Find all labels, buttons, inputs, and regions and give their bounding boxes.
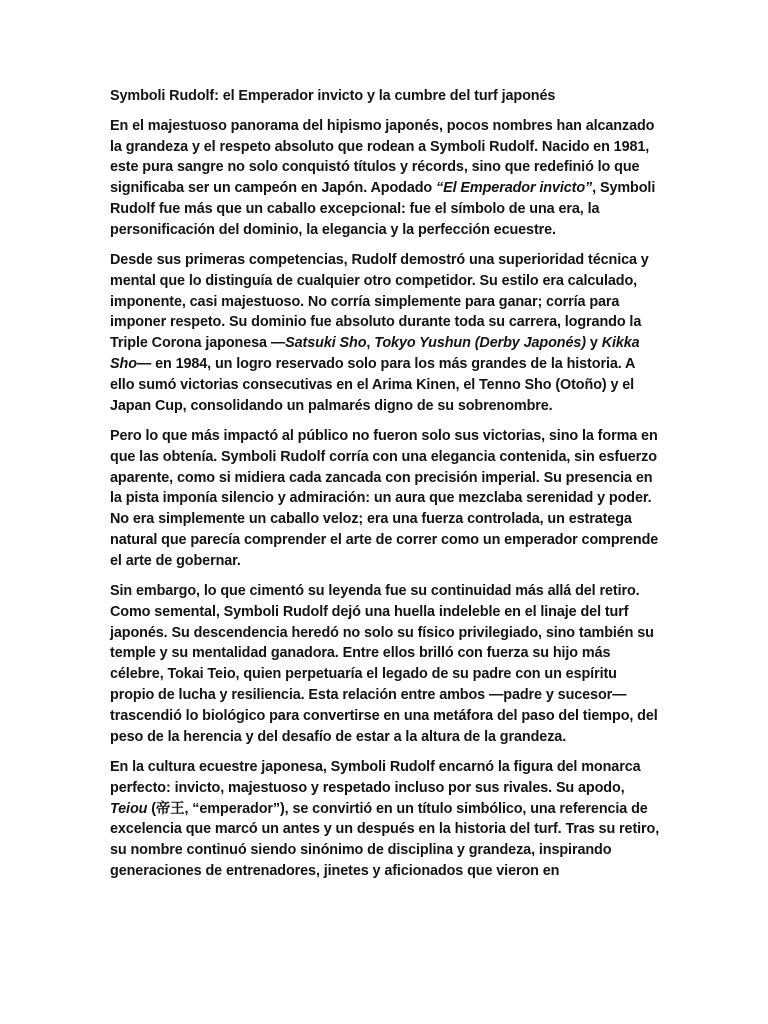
text-run: — en 1984, un logro reservado solo para los más grandes de la historia. A ello sumó victorias consecutivas en el Arima Kinen, el Tenno Sho (Otoño) y el Japan Cup, consolidando un palmarés digno de su sobrenombre. — [110, 356, 635, 414]
body-paragraph — [110, 250, 662, 416]
text-run: Sin embargo, lo que cimentó su leyenda fue su continuidad más allá del retiro. Como semental, Symboli Rudolf dejó una huella indeleble en el linaje del turf japonés. Su descendencia heredó no solo su físico privilegiado, sino también su temple y su mentalidad ganadora. Entre ellos brilló con fuerza su hijo más célebre, Tokai Teio, quien perpetuaría el legado de su padre con un espíritu propio de lucha y resiliencia. Esta relación entre ambos —padre y sucesor— trascendió lo biológico para convertirse en una metáfora del paso del tiempo, del peso de la herencia y del desafío de estar a la altura de la grandeza. — [110, 583, 658, 745]
body-paragraph — [110, 116, 662, 241]
italic-run: “El Emperador invicto” — [436, 180, 593, 197]
italic-run: Teiou — [110, 800, 148, 817]
body-paragraph — [110, 426, 662, 572]
body-paragraph — [110, 581, 662, 747]
text-run: y — [585, 335, 602, 352]
text-run: En la cultura ecuestre japonesa, Symboli Rudolf encarnó la figura del monarca perfecto: invicto, majestuoso y respetado incluso por sus rivales. Su apodo, — [110, 758, 641, 796]
text-run: (帝王, “emperador”), se convirtió en un título simbólico, una referencia de excelencia que marcó un antes y un después en la historia del turf. Tras su retiro, su nombre continuó siendo sinónimo de disciplina y grandeza, inspirando generaciones de entrenadores, jinetes y aficionados que vieron en — [110, 800, 660, 879]
text-run: , Symboli Rudolf fue más que un caballo excepcional: fue el símbolo de una era, la personificación del dominio, la elegancia y la perfección ecuestre. — [110, 180, 656, 238]
italic-run: Tokyo Yushun (Derby Japonés) — [374, 335, 586, 352]
document-title: Symboli Rudolf: el Emperador invicto y la cumbre del turf japonés — [110, 88, 556, 104]
italic-run: Satsuki Sho — [285, 335, 367, 352]
text-run: Desde sus primeras competencias, Rudolf demostró una superioridad técnica y mental que lo distinguía de cualquier otro competidor. Su estilo era calculado, imponente, casi majestuoso. No corría simplemente para ganar; corría para imponer respeto. Su dominio fue absoluto durante toda su carrera, logrando la Triple Corona japonesa — — [110, 252, 649, 352]
body-paragraph — [110, 757, 662, 882]
text-run: En el majestuoso panorama del hipismo japonés, pocos nombres han alcanzado la grandeza y el respeto absoluto que rodean a Symboli Rudolf. Nacido en 1981, este pura sangre no solo conquistó títulos y récords, sino que redefinió lo que significaba ser un campeón en Japón. Apodado — [110, 117, 655, 197]
document-body — [110, 86, 662, 891]
paragraphs-container — [110, 116, 662, 882]
text-run: , — [366, 335, 375, 352]
text-run: Pero lo que más impactó al público no fueron solo sus victorias, sino la forma en que las obtenía. Symboli Rudolf corría con una elegancia contenida, sin esfuerzo aparente, como si midiera cada zancada con precisión imperial. Su presencia en la pista imponía silencio y admiración: un aura que mezclaba serenidad y poder. No era simplemente un caballo veloz; era una fuerza controlada, un estratega natural que parecía comprender el arte de correr como un emperador comprende el arte de gobernar. — [110, 427, 659, 569]
italic-run: Kikka Sho — [110, 335, 640, 373]
